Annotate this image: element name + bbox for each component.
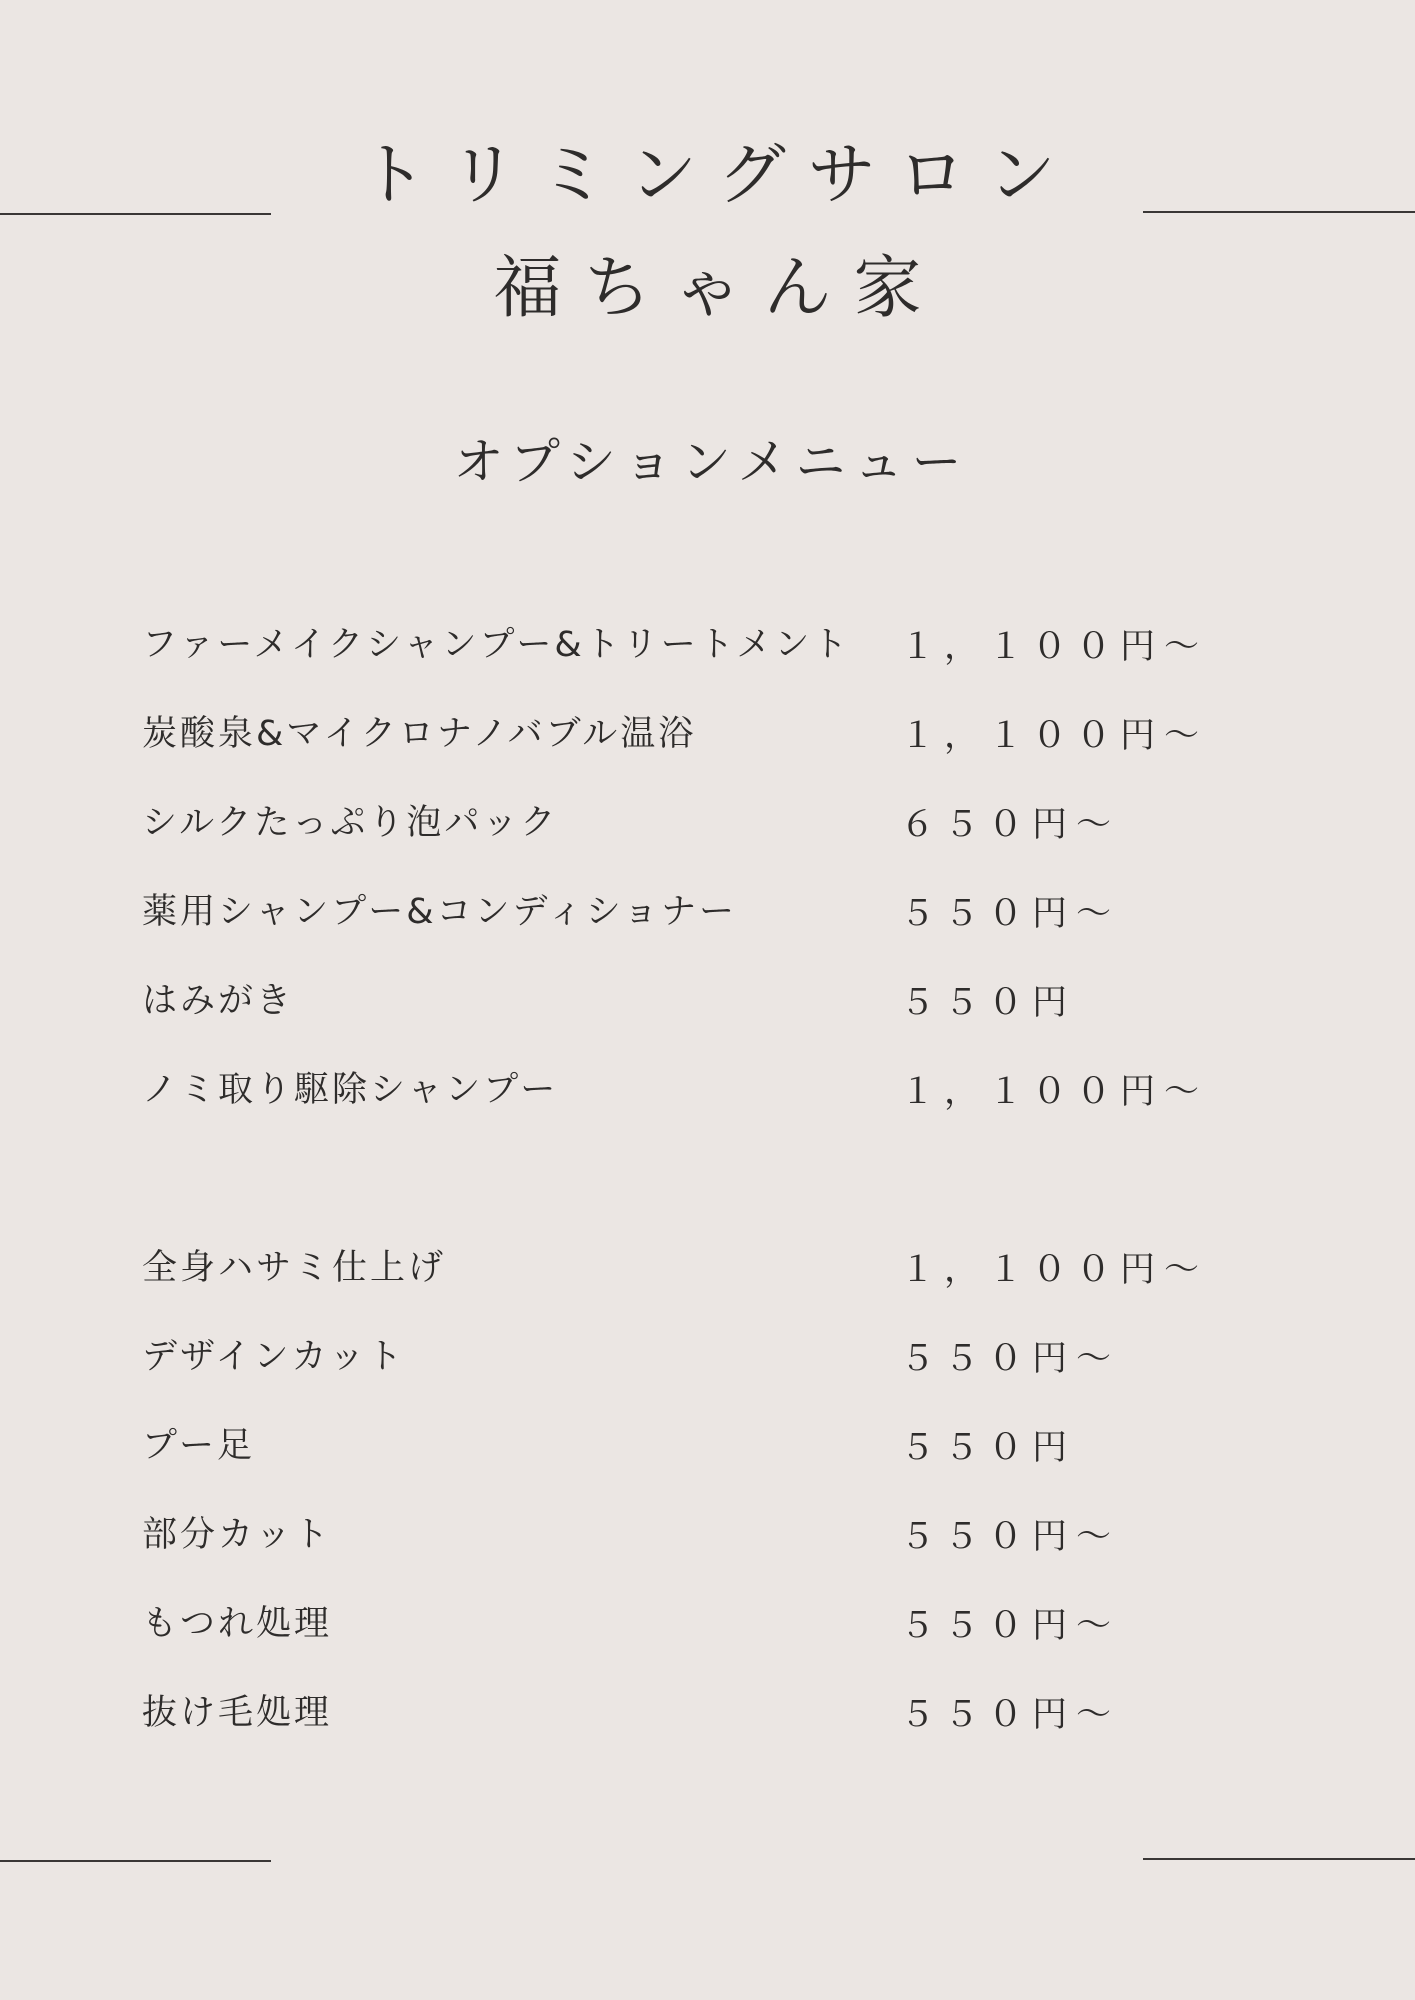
menu-item — [0, 709, 1415, 759]
menu-item-name: もつれ処理 — [142, 1604, 333, 1644]
menu-item — [0, 887, 1415, 937]
menu-item — [0, 1599, 1415, 1649]
menu-item-name: プー足 — [142, 1426, 255, 1466]
menu-item-price: ５５０円〜 — [900, 1695, 1121, 1735]
menu-item-price: １，１００円〜 — [900, 1072, 1209, 1112]
menu-item-price: １，１００円〜 — [900, 627, 1209, 667]
menu-item — [0, 1688, 1415, 1738]
menu-item-name: 抜け毛処理 — [142, 1693, 333, 1733]
menu-item-price: ５５０円〜 — [900, 1339, 1121, 1379]
menu-item-price: １，１００円〜 — [900, 1250, 1209, 1290]
bottom-right-rule — [1143, 1858, 1415, 1860]
menu-item-name: 薬用シャンプー&コンディショナー — [142, 892, 738, 932]
menu-item-name: シルクたっぷり泡パック — [142, 803, 559, 843]
menu-item — [0, 1065, 1415, 1115]
menu-subtitle: オプションメニュー — [453, 433, 970, 491]
menu-item-price: ５５０円 — [900, 1428, 1077, 1468]
menu-item-price: ６５０円〜 — [900, 805, 1121, 845]
menu-item — [0, 798, 1415, 848]
menu-item-name: デザインカット — [142, 1337, 406, 1377]
menu-item — [0, 1332, 1415, 1382]
menu-item-name: ファーメイクシャンプー&トリートメント — [142, 625, 851, 665]
menu-item — [0, 1510, 1415, 1560]
menu-item-price: ５５０円〜 — [900, 1606, 1121, 1646]
menu-item-price: ５５０円〜 — [900, 894, 1121, 934]
menu-item-price: ５５０円〜 — [900, 1517, 1121, 1557]
menu-item — [0, 1243, 1415, 1293]
menu-item-price: １，１００円〜 — [900, 716, 1209, 756]
salon-title-line-2: 福ちゃん家 — [493, 249, 944, 328]
menu-item — [0, 1421, 1415, 1471]
menu-item — [0, 976, 1415, 1026]
menu-item-name: はみがき — [142, 981, 295, 1021]
top-right-rule — [1143, 211, 1415, 213]
menu-item-price: ５５０円 — [900, 983, 1077, 1023]
menu-item-name: ノミ取り駆除シャンプー — [142, 1070, 559, 1110]
salon-title-line-1: トリミングサロン — [359, 136, 1078, 215]
bottom-left-rule — [0, 1860, 271, 1862]
top-left-rule — [0, 213, 271, 215]
menu-item-name: 全身ハサミ仕上げ — [142, 1248, 447, 1288]
menu-item-name: 部分カット — [142, 1515, 332, 1555]
menu-item — [0, 620, 1415, 670]
menu-item-name: 炭酸泉&マイクロナノバブル温浴 — [142, 714, 697, 754]
